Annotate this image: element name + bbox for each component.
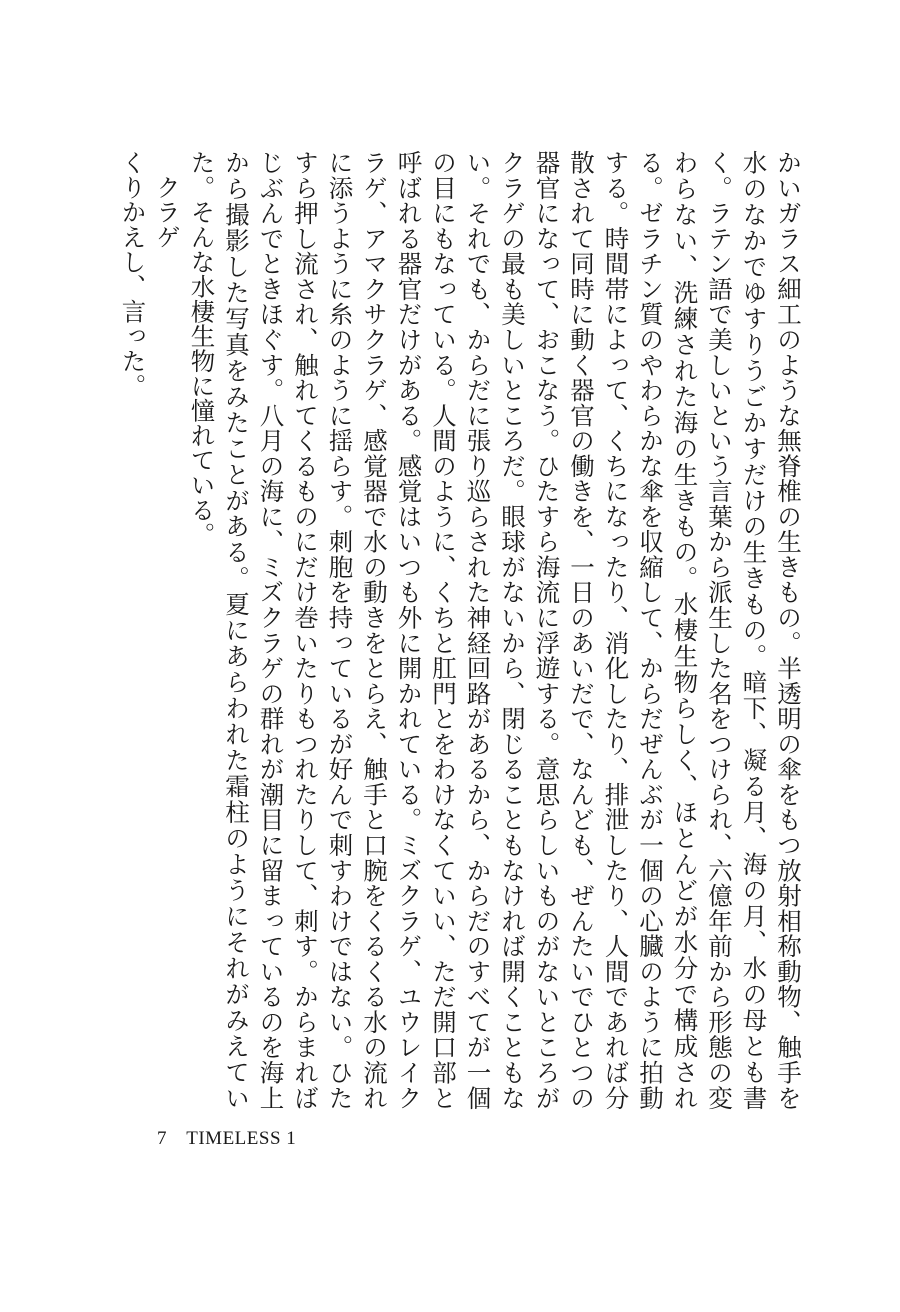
page-footer [157,1127,296,1151]
running-title: TIMELESS 1 [186,1128,297,1149]
page-number: 7 [157,1128,167,1149]
vertical-body-text [85,150,805,1110]
body-paragraph: かいガラス細工のような無脊椎の生きもの。半透明の傘をもつ放射相称動物、触手を水のなかでゆすりうごかすだけの生きもの。暗下、凝る月、海の月、水の母とも書く。ラテン語で美しいという言葉から派生した名をつけられ、六億年前から形態の変わらない、洗練された海の生きもの。水棲生物らしく、ほとんどが水分で構成される。ゼラチン質のやわらかな傘を収縮して、からだぜんぶが一個の心臓のように拍動する。時間帯によって、くちになったり、消化したり、排泄したり、人間であれば分散されて同時に動く器官の働きを、一日のあいだで、なんども、ぜんたいでひとつの器官になって、おこなう。ひたすら海流に浮遊する。意思らしいものがないところがクラゲの最も美しいところだ。眼球がないから、閉じることもなければ開くこともない。それでも、からだに張り巡らされた神経回路があるから、からだのすべてが一個の目にもなっている。人間のように、くちと肛門とをわけなくていい、ただ開口部と呼ばれる器官だけがある。感覚はいつも外に開かれている。ミズクラゲ、ユウレイクラゲ、アマクサクラゲ、感覚器で水の動きをとらえ、触手と口腕をくるくる水の流れに添うように糸のように揺らす。刺胞を持っているが好んで刺すわけではない。ひたすら押し流され、触れてくるものにだけ巻いたりもつれたりして、刺す。からまればじぶんでときほぐす。八月の海に、ミズクラゲの群れが潮目に留まっているのを海上から撮影した写真をみたことがある。夏にあらわれた霜柱のようにそれがみえていた。そんな水棲生物に憧れている。 [187,150,803,1110]
body-paragraph-closing: くりかえし、言った。 [118,150,148,398]
dialogue-line: クラゲ [153,150,182,250]
